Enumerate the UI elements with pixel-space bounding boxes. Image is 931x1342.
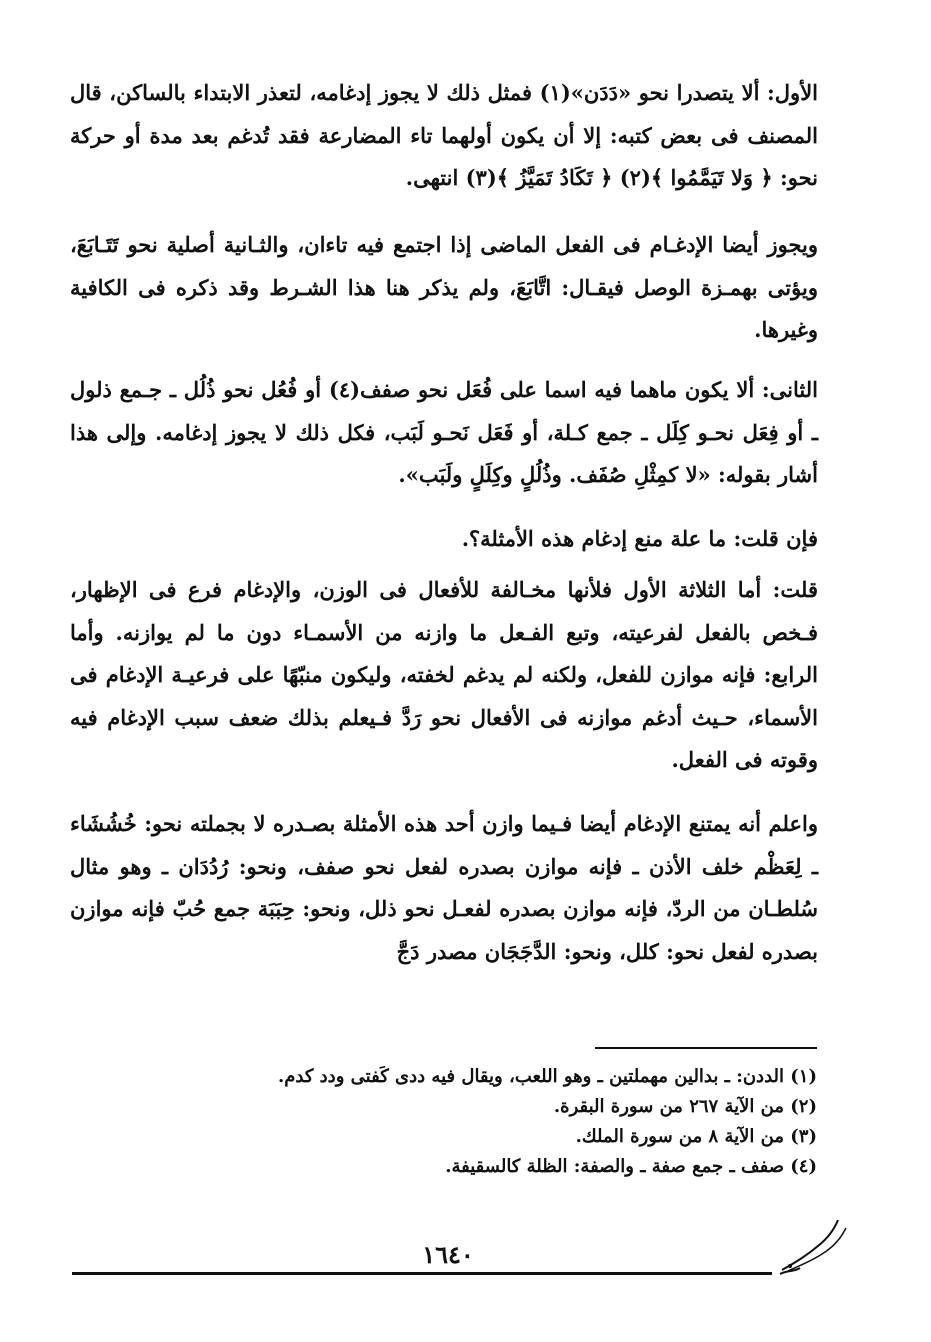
paragraph-6: واعلم أنه يمتنع الإدغام أيضا فـيما وازن أحد هذه الأمثلة بصـدره لا بجملته نحو: خُشُشَاء ـ لِعَظْم خلف الأذن ـ فإنه موازن بصدره لفعل نحو صفف، ونحو: رُدُدَان ـ وهو مثال سُلطـان من الردّ، فإنه موازن بصدره لفعـل نحو ذلل، ونحو: حِبَبَة جمع حُبّ فإنه موازن بصدره لفعل نحو: كلل، ونحو: الدَّجَجَان مصدر دَجَّ [70, 811, 818, 964]
paragraph-2: ويجوز أيضا الإدغـام فى الفعل الماضى إذا اجتمع فيه تاءان، والثـانية أصلية نحو تَتَـابَعَ، ويؤتى بهمـزة الوصل فيقـال: اتَّابَعَ، ولم يذكر هنا هذا الشـرط وقد ذكره فى الكافية وغيرها. [70, 232, 818, 342]
bottom-rule [72, 1272, 772, 1275]
footnote-2: (٢) من الآية ٢٦٧ من سورة البقرة. [553, 1096, 817, 1117]
paragraph-5: قلت: أما الثلاثة الأول فلأنها مخـالفة للأفعال فى الوزن، والإدغام فرع فى الإظهار، فـخص بالفعل لفرعيته، وتبع الفـعل ما وازنه من الأسمـاء دون ما لم يوازنه. وأما الرابع: فإنه موازن للفعل، ولكنه لم يدغم لخفته، وليكون منبّهًا على فرعيـة الإدغام فى الأسماء، حـيث أدغم موازنه فى الأفعال نحو رَدَّ فـيعلم بذلك ضعف سبب الإدغام فيه وقوته فى الفعل. [70, 577, 818, 772]
paragraph-4: فإن قلت: ما علة منع إدغام هذه الأمثلة؟. [461, 526, 818, 551]
footnote-1: (١) الددن: ـ بدالين مهملتين ـ وهو اللعب، ويقال فيه ددى كَفتى ودد كدم. [277, 1066, 817, 1087]
publisher-logo-icon [776, 1212, 856, 1282]
paragraph-1: الأول: ألا يتصدرا نحو «دَدَن»(١) فمثل ذلك لا يجوز إدغامه، لتعذر الابتداء بالساكن، قال المصنف فى بعض كتبه: إلا أن يكون أولهما تاء المضارعة فقد تُدغم بعد مدة أو حركة نحو: ﴿ وَلا تَيَمَّمُوا ﴾(٢) ﴿ تَكَادُ تَمَيَّزُ ﴾(٣) انتهى. [70, 80, 819, 190]
footnote-4: (٤) صفف ـ جمع صفة ـ والصفة: الظلة كالسقيفة. [445, 1156, 817, 1177]
footnote-3: (٣) من الآية ٨ من سورة الملك. [575, 1126, 817, 1147]
paragraph-3: الثانى: ألا يكون ماهما فيه اسما على فُعَل نحو صفف(٤) أو فُعُل نحو ذُلُل ـ جـمع ذلول ـ أو فِعَل نحـو كِلَل ـ جمع كـلة، أو فَعَل نَحـو لَبَب، فكل ذلك لا يجوز إدغامه. وإلى هذا أشار بقوله: «لا كمِثْلِ صُفَف. وذُلُلٍ وكِلَلٍ ولَبَب». [70, 377, 818, 487]
footnotes [197, 1062, 817, 1182]
page-number: ١٦٤٠ [422, 1240, 474, 1269]
footnote-separator [595, 1047, 817, 1049]
